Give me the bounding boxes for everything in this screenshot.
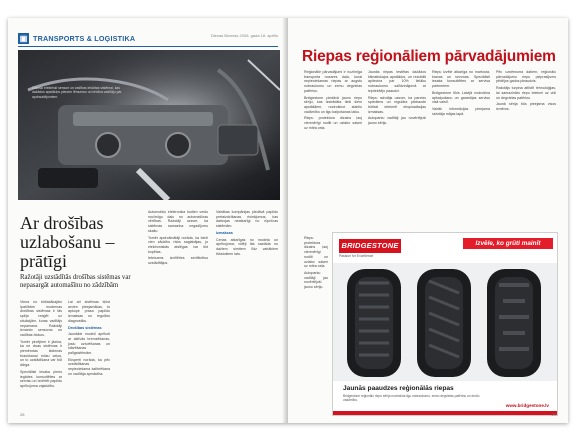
paragraph: Riepu protektora dizains ļauj vienmērīgi nodilt un uzlabo saķeri uz mitra ceļa. [304,116,362,130]
paragraph: Automobiļu elektronika šodien veido nozīmīgu daļu no automašīnas vērtības. Ražotāji uzsver, ka sistēmas samazina negadījumu skaitu. [148,210,208,233]
brand-logo-text: BRIDGESTONE [341,241,399,250]
article-subhead: Ražotāji uzstādītās drošības sistēmas var nepasargāt automašīnu no zādzībām [20,274,131,289]
paragraph: Jaunā sērija būs pieejama visos izmēros. [496,102,556,111]
paragraph: Vairākas kompānijas piedāvā papildu pretaizdzīšanas risinājumus, kas darbojas neatkarīgi no rūpnīcas sistēmām. [216,210,278,229]
magazine-spread [8,18,568,423]
left-column-2 [68,300,110,410]
section-header [18,32,135,44]
brand-url-link[interactable]: www.bridgestone.lv [505,403,549,408]
left-page [8,18,288,423]
paragraph: Riepu izvēle atkarīga no maršruta, kravas un sezonas. Speciālisti iesaka konsultēties ar servisa partneriem. [432,70,490,89]
right-column-2 [368,70,426,230]
paragraph: Reģionālie pārvadājumi ir nozīmīga transporta nozares daļa, kurai nepieciešamas riepas ar augstu nobraukumu un zemu degvielas patēriņu. [304,70,362,93]
column-subtitle: Izmaksas [216,230,233,235]
engine-photo [18,50,280,200]
right-page [288,18,568,423]
tyre-icon [347,269,401,377]
page-number: 29 [551,412,556,417]
left-column-1 [20,300,62,410]
brand-bar [333,411,558,415]
column-subtitle: Drošības sistēmas [68,325,102,330]
left-column-3 [148,210,208,410]
photo-caption: Dabiski elektriski sensori un vadības iekārtas sistēmai, kas dažādos apstākļos pieņem lēmumus un brīdina vadītāju par apdraudējumiem. [32,86,122,99]
right-column-1b [304,236,328,411]
section-divider [18,46,278,47]
right-column-4 [496,70,556,230]
paragraph: Tomēr pircējiem ir jāzina, ka ne visas sistēmas ir piemērotas ikdienas braukšanai mūsu ceļos, un to uzstādīšana var būt dārga. [20,339,62,368]
paragraph: Lai arī sistēmas kļūst arvien pieejamākas, to apkope prasa papildu izmaksas un regulāru diagnostiku. [68,300,110,323]
paragraph: Jaunākie modeļi aprīkoti ar aktīvās bremzēšanas, joslu uzturēšanas un stāvēšanas palīgsistēmām. [68,332,110,356]
paragraph: Autoparku vadītāji jau novērtējuši jauno sēriju. [304,270,328,290]
section-label: TRANSPORTS & LOĢISTIKA [33,33,136,43]
paragraph: Eksperti norāda, ka pēc uzstādīšanas nepieciešama kalibrēšana un vadītāja apmācība. [68,357,110,376]
tyres-illustration [333,263,558,381]
right-column-1 [304,70,362,230]
article-title: Riepas reģionāliem pārvadājumiem [302,48,556,65]
paragraph: Riepu protektora dizains ļauj vienmērīgi nodilt un uzlabo saķeri uz mitra ceļa. [304,236,328,269]
paragraph: Ražotājs turpina attīstīt tehnoloģijas, lai samazinātu riepu ietekmi uz vidi un degvielas patēriņu. [496,86,556,100]
paragraph: Riepu ražotājs uzsver, ka pareizs spiediens un regulāra pārbaude būtiski ietekmē ekspluatācijas izmaksas. [368,95,426,114]
page-number: 28 [20,412,25,417]
right-column-3 [432,70,490,230]
article-headline: Ar drošības uzlabošanu – prātīgi [20,213,115,271]
paragraph: Speciālisti iesaka pirms iegādes konsultēties ar servisu un izvērtēt papildu aprīkojuma vajadzību. [20,369,62,388]
left-column-4 [216,210,278,410]
bridgestone-advertisement[interactable] [332,232,558,416]
product-title: Jaunās paaudzes reģionālās riepas [343,385,454,392]
product-text: Bridgestone reģionālo riepu sērija nodrošina ilgu nobraukumu, zemu degvielas patēriņu un drošu vadāmību. [343,394,480,402]
paragraph: Autoparku vadītāji jau novērtējuši jauno sēriju. [368,116,426,126]
tyres-image [333,263,558,381]
brand-tagline: Passion for Excellence [339,254,374,258]
paragraph: Pēc uzņēmuma datiem, reģionālo pārvadājumu riepu pieprasījums pēdējos gados pieaudzis. [496,70,556,84]
paragraph: Ieteicams izvēlēties sertificētus uzstādītājus. [148,256,208,266]
brand-logo [339,239,401,253]
engine-illustration [18,50,280,200]
paragraph: Bridgestone tīkls Latvijā nodrošina apkalpošanu un garantijas servisu visā valstī. [432,90,490,105]
paragraph: Bridgestone piedāvā jaunu riepu sēriju, kas izstrādāta tieši šiem apstākļiem, nodrošinot stabilu vadāmību un ilgu kalpošanas laiku. [304,95,362,114]
tyre-icon [417,269,471,377]
paragraph: Viena no būtiskākajām īpašībām modernas drošības sistēmas ir tās spēja reaģēt uz situācijām, kuras vadītājs nepamana. Ražotāji izmanto sensorus un vadības blokus. [20,300,62,337]
tyre-icon [487,269,541,377]
paragraph: Cenas atkarīgas no modeļa un aprīkojuma; vidēji tās sastāda no dažiem simtiem līdz vairākiem tūkstošiem latu. [216,237,278,256]
paragraph: Tomēr apdrošinātāji norāda, ka bieži vien zādzību risks saglabājas, jo elektroniskās atslēgas var tikt kopētas. [148,235,208,254]
paragraph: Vairāk informācijas pieejama ražotāja mājas lapā. [432,106,490,116]
promo-banner: Izvēle, ko grūti mainīt [463,238,553,249]
paragraph: Jaunās riepas testētas dažādos klimatiskajos apstākļos, un rezultāti apliecina par 10% lielāku nobraukumu salīdzinājumā ar iepriekšējo paaudzi. [368,70,426,93]
truck-icon: ▣ [19,33,28,43]
section-meta: Dienas Bizness 2008. gada 18. aprīlis [210,33,278,38]
